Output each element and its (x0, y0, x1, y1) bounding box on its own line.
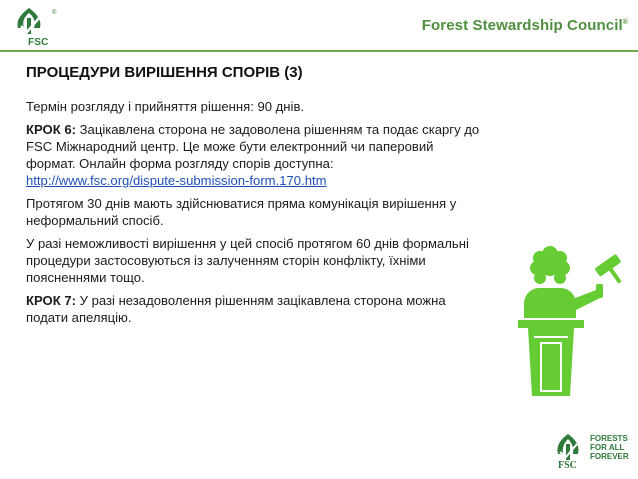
footer-slogan (590, 434, 629, 461)
slogan-line: FORESTS (590, 434, 628, 443)
step-6-text: Зацікавлена сторона не задоволена рішенням та подає скаргу до FSC Міжнародний центр. Це може бути електронний чи паперовий формат. Онлайн форма розгляду спорів доступна: (26, 122, 480, 171)
slide-body (26, 98, 486, 332)
header (0, 0, 638, 50)
judge-with-gavel-at-podium-icon (510, 240, 630, 400)
fsc-logo-text: FSC (28, 37, 49, 48)
brand-registered-mark: ® (622, 19, 628, 26)
paragraph-formal-procedures: У разі неможливості вирішення у цей спосіб протягом 60 днів формальні процедури застосовуються із залученням сторін конфлікту, їхніми поясненнями тощо. (26, 236, 469, 285)
step-7-text: У разі незадоволення рішенням зацікавлена сторона можна подати апеляцію. (26, 293, 446, 325)
slogan-line: FOREVER (590, 452, 629, 461)
slide-title: ПРОЦЕДУРИ ВИРІШЕННЯ СПОРІВ (3) (26, 64, 303, 81)
brand-name (422, 17, 628, 34)
dispute-form-link[interactable]: http://www.fsc.org/dispute-submission-form.170.htm (26, 173, 327, 188)
paragraph-review-term: Термін розгляду і прийняття рішення: 90 днів. (26, 99, 305, 114)
brand-name-text: Forest Stewardship Council (421, 17, 623, 34)
paragraph-step-6 (26, 121, 486, 189)
step-6-label: КРОК 6: (26, 122, 77, 137)
header-divider (0, 50, 638, 52)
slogan-line: FOR ALL (590, 443, 625, 452)
footer-fsc-text: FSC (558, 460, 577, 471)
step-7-label: КРОК 7: (26, 293, 77, 308)
fsc-tree-checkmark-icon (12, 6, 46, 38)
paragraph-step-7 (26, 292, 486, 326)
registered-mark: ® (52, 10, 57, 16)
fsc-tree-icon (550, 432, 586, 462)
fsc-logo (12, 6, 62, 46)
paragraph-informal-communication: Протягом 30 днів мають здійснюватися пряма комунікація вирішення у неформальний спосіб. (26, 196, 457, 228)
footer-logo (550, 432, 634, 476)
